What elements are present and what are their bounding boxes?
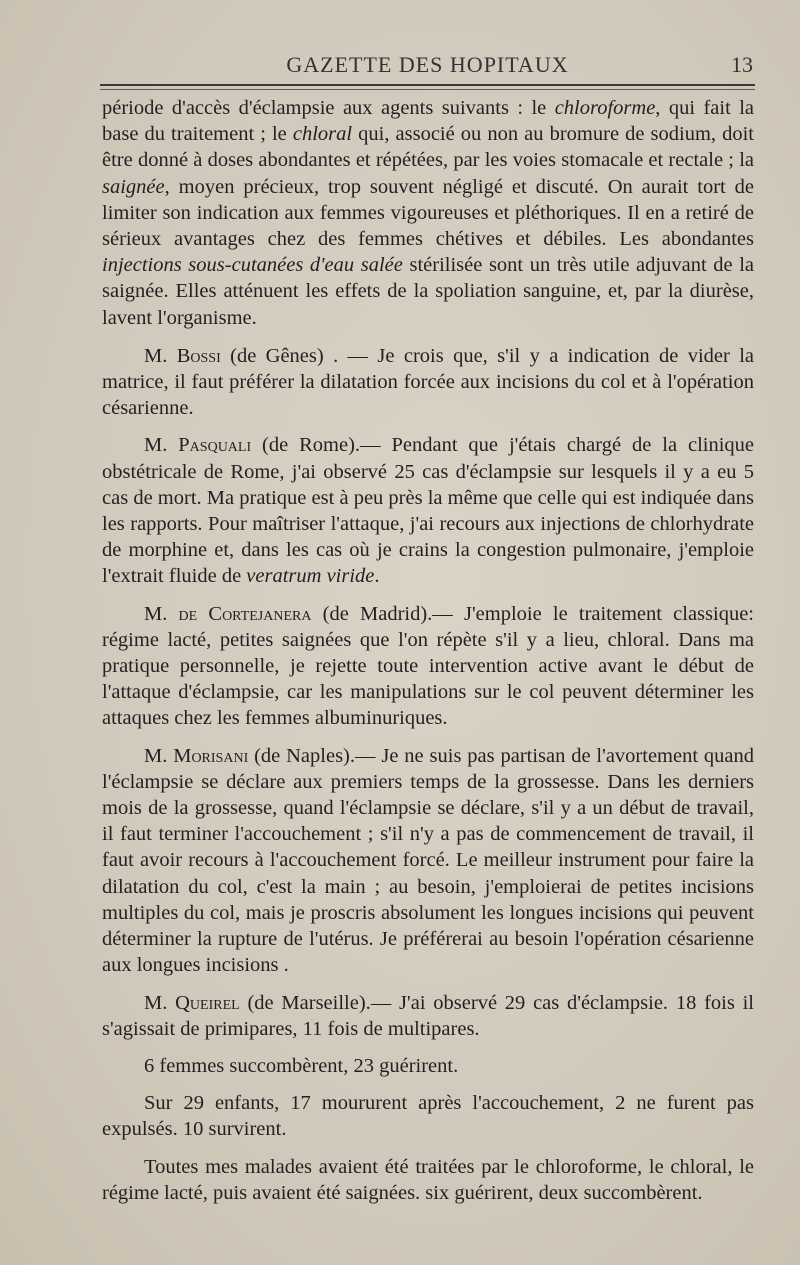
page-header (100, 52, 755, 82)
paragraph-queirel (102, 990, 754, 1042)
statement-text: (de Rome).— Pendant que j'étais chargé de la clinique obstétricale de Rome, j'ai observé 25 cas d'éclampsie sur lesquels il y a eu 5 cas de mort. Ma pratique est à peu près la même que celle qui est indiquée dans les rapports. Pour maîtriser l'attaque, j'ai recours aux injections de chlorhydrate de morphine et, dans les cas où je crains la congestion pulmonaire, j'emploie l'extrait fluide de (102, 434, 755, 588)
text-run: qui, associé ou non au bromure de sodium, doit être donné à doses abondantes et répétées, par les voies stomacale et rectale ; la (102, 123, 754, 172)
paragraph-treatment-summary: Toutes mes malades avaient été traitées par le chloroforme, le chloral, le régime lacté, puis avaient été saignées. six guérirent, deux succombèrent. (102, 1155, 754, 1204)
statement-text: (de Marseille).— J'ai observé 29 cas d'éclampsie. 18 fois il s'agissait de primipares, 11 fois de multipares. (102, 991, 754, 1040)
paragraph-outcomes-women: 6 femmes succombèrent, 23 guérirent. (144, 1054, 459, 1077)
header-rule (100, 84, 755, 86)
italic-term: saignée (102, 175, 165, 198)
text-run: période d'accès d'éclampsie aux agents suivants : le (102, 97, 555, 119)
speaker-name: Bossi (176, 344, 221, 367)
statement-text: (de Madrid).— J'emploie le traitement classique: régime lacté, petites saignées que l'on répète s'il y a lieu, chloral. Dans ma pratique personnelle, je rejette toute intervention active avant le début de l'attaque d'éclampsie, car les manipulations sur le col peuvent déterminer les attaques chez les femmes albuminuriques. (102, 602, 754, 730)
paragraph-bossi (102, 343, 754, 422)
speaker-name: Queirel (175, 991, 240, 1014)
speaker-prefix: M. (144, 602, 179, 625)
text-run: , moyen précieux, trop souvent négligé et discuté. On aurait tort de limiter son indication aux femmes vigoureuses et pléthoriques. Il en a retiré de sérieux avantages chez des femmes chétives et débiles. Les abondantes (102, 175, 754, 251)
statement-text: (de Gênes) . — Je crois que, s'il y a indication de vider la matrice, il faut préférer la dilatation forcée aux incisions du col et à l'opération césarienne. (102, 344, 754, 420)
paragraph-treatment-agents (102, 95, 754, 331)
text-run: , qui fait la base du traitement ; le (102, 97, 754, 146)
running-title: GAZETTE DES HOPITAUX (286, 52, 569, 77)
speaker-name: Morisani (173, 744, 249, 767)
italic-term: injections sous-cutanées d'eau salée (102, 254, 403, 277)
text-run: . (374, 565, 380, 588)
header-rule-thin (100, 89, 755, 90)
speaker-prefix: M. (144, 434, 179, 457)
speaker-prefix: M. (144, 991, 176, 1014)
paragraph-morisani (102, 743, 754, 979)
paragraph-cortejanera (102, 601, 754, 732)
text-run: stérilisée sont un très utile adjuvant de la saignée. Elles atténuent les effets de la spoliation sanguine, et, par la diurèse, lavent l'organisme. (102, 254, 754, 329)
page-number: 13 (731, 52, 753, 77)
italic-term: veratrum viride (246, 565, 375, 588)
italic-term: chloral (292, 123, 353, 146)
speaker-name: de Cortejanera (178, 602, 312, 625)
article-body (102, 95, 754, 1217)
speaker-prefix: M. (144, 344, 177, 367)
speaker-name: Pasquali (178, 434, 252, 457)
statement-text: (de Naples).— Je ne suis pas partisan de l'avortement quand l'éclampsie se déclare aux premiers temps de la grossesse. Dans les derniers mois de la grossesse, quand l'éclampsie se déclare, s'il y a un début de travail, il faut terminer l'accouchement ; s'il n'y a pas de commencement de travail, il faut avoir recours à l'accouchement forcé. Le meilleur instrument pour faire la dilatation du col, c'est la main ; au besoin, j'emploierai de petites incisions multiples du col, mais je proscris absolument les longues incisions qui peuvent déterminer la rupture de l'utérus. Je préférerai au besoin l'opération césarienne aux longues incisions . (102, 744, 754, 977)
paragraph-pasquali (102, 432, 754, 589)
speaker-prefix: M. (144, 744, 174, 767)
paragraph-outcomes-children: Sur 29 enfants, 17 moururent après l'accouchement, 2 ne furent pas expulsés. 10 survirent. (102, 1092, 754, 1141)
italic-term: chloroforme (554, 97, 656, 119)
